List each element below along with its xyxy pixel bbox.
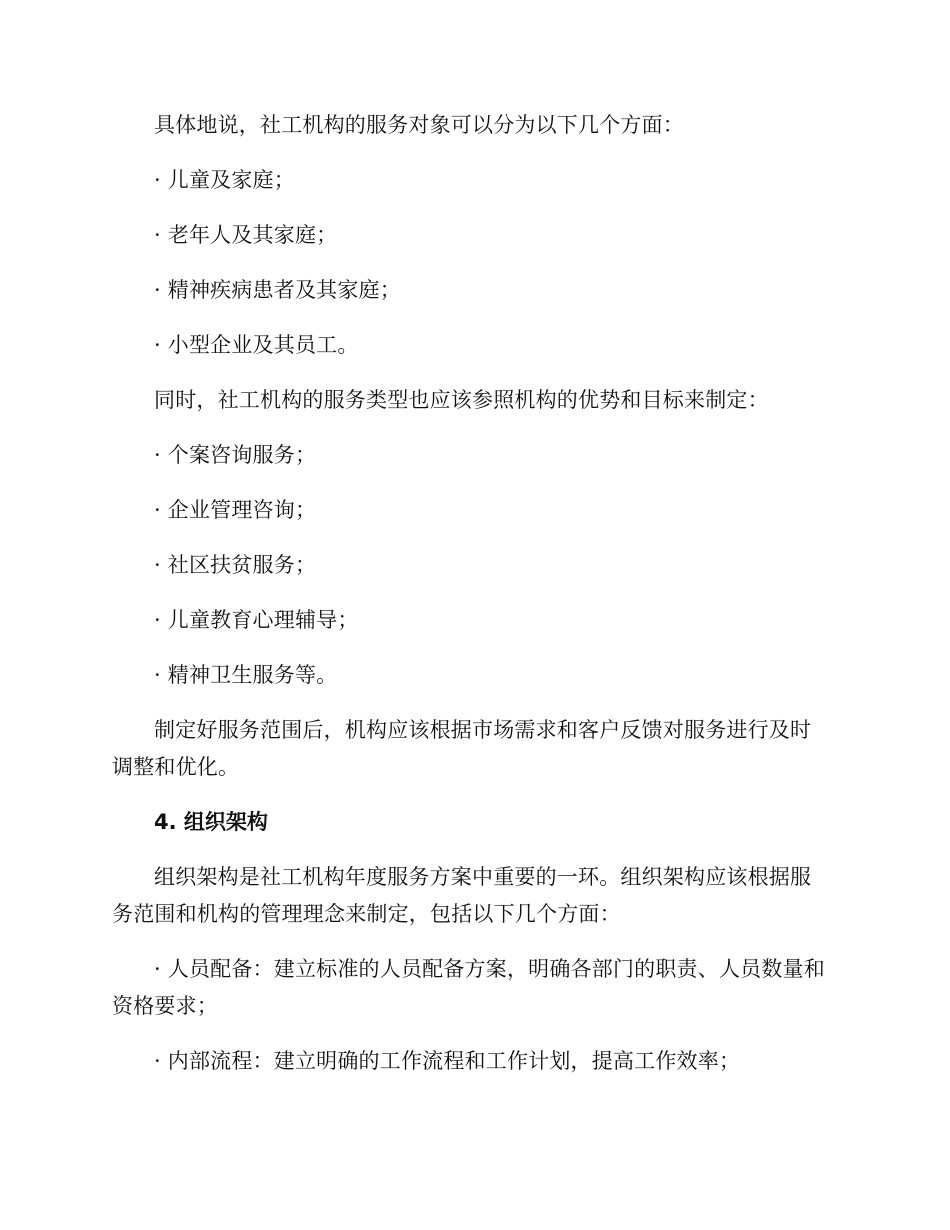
- adjustment-paragraph: 制定好服务范围后，机构应该根据市场需求和客户反馈对服务进行及时调整和优化。: [112, 718, 812, 779]
- section-heading: 4. 组织架构: [154, 810, 268, 834]
- service-type-item: · 企业管理咨询；: [154, 498, 317, 522]
- org-item: · 人员配备：建立标准的人员配备方案，明确各部门的职责、人员数量和资格要求；: [112, 957, 825, 1018]
- service-types-intro: 同时，社工机构的服务类型也应该参照机构的优势和目标来制定：: [154, 388, 769, 412]
- service-target-item: · 精神疾病患者及其家庭；: [154, 278, 401, 302]
- service-target-item: · 老年人及其家庭；: [154, 223, 338, 247]
- service-type-item: · 儿童教育心理辅导；: [154, 608, 359, 632]
- org-item: · 内部流程：建立明确的工作流程和工作计划，提高工作效率；: [154, 1049, 741, 1073]
- service-type-item: · 社区扶贫服务；: [154, 553, 317, 577]
- service-target-item: · 小型企业及其员工。: [154, 333, 359, 357]
- service-type-item: · 精神卫生服务等。: [154, 663, 338, 687]
- org-paragraph: 组织架构是社工机构年度服务方案中重要的一环。组织架构应该根据服务范围和机构的管理理念来制定，包括以下几个方面：: [112, 865, 812, 926]
- service-target-item: · 儿童及家庭；: [154, 168, 295, 192]
- service-targets-intro: 具体地说，社工机构的服务对象可以分为以下几个方面：: [154, 113, 684, 137]
- document-body: [112, 107, 832, 1080]
- service-type-item: · 个案咨询服务；: [154, 443, 317, 467]
